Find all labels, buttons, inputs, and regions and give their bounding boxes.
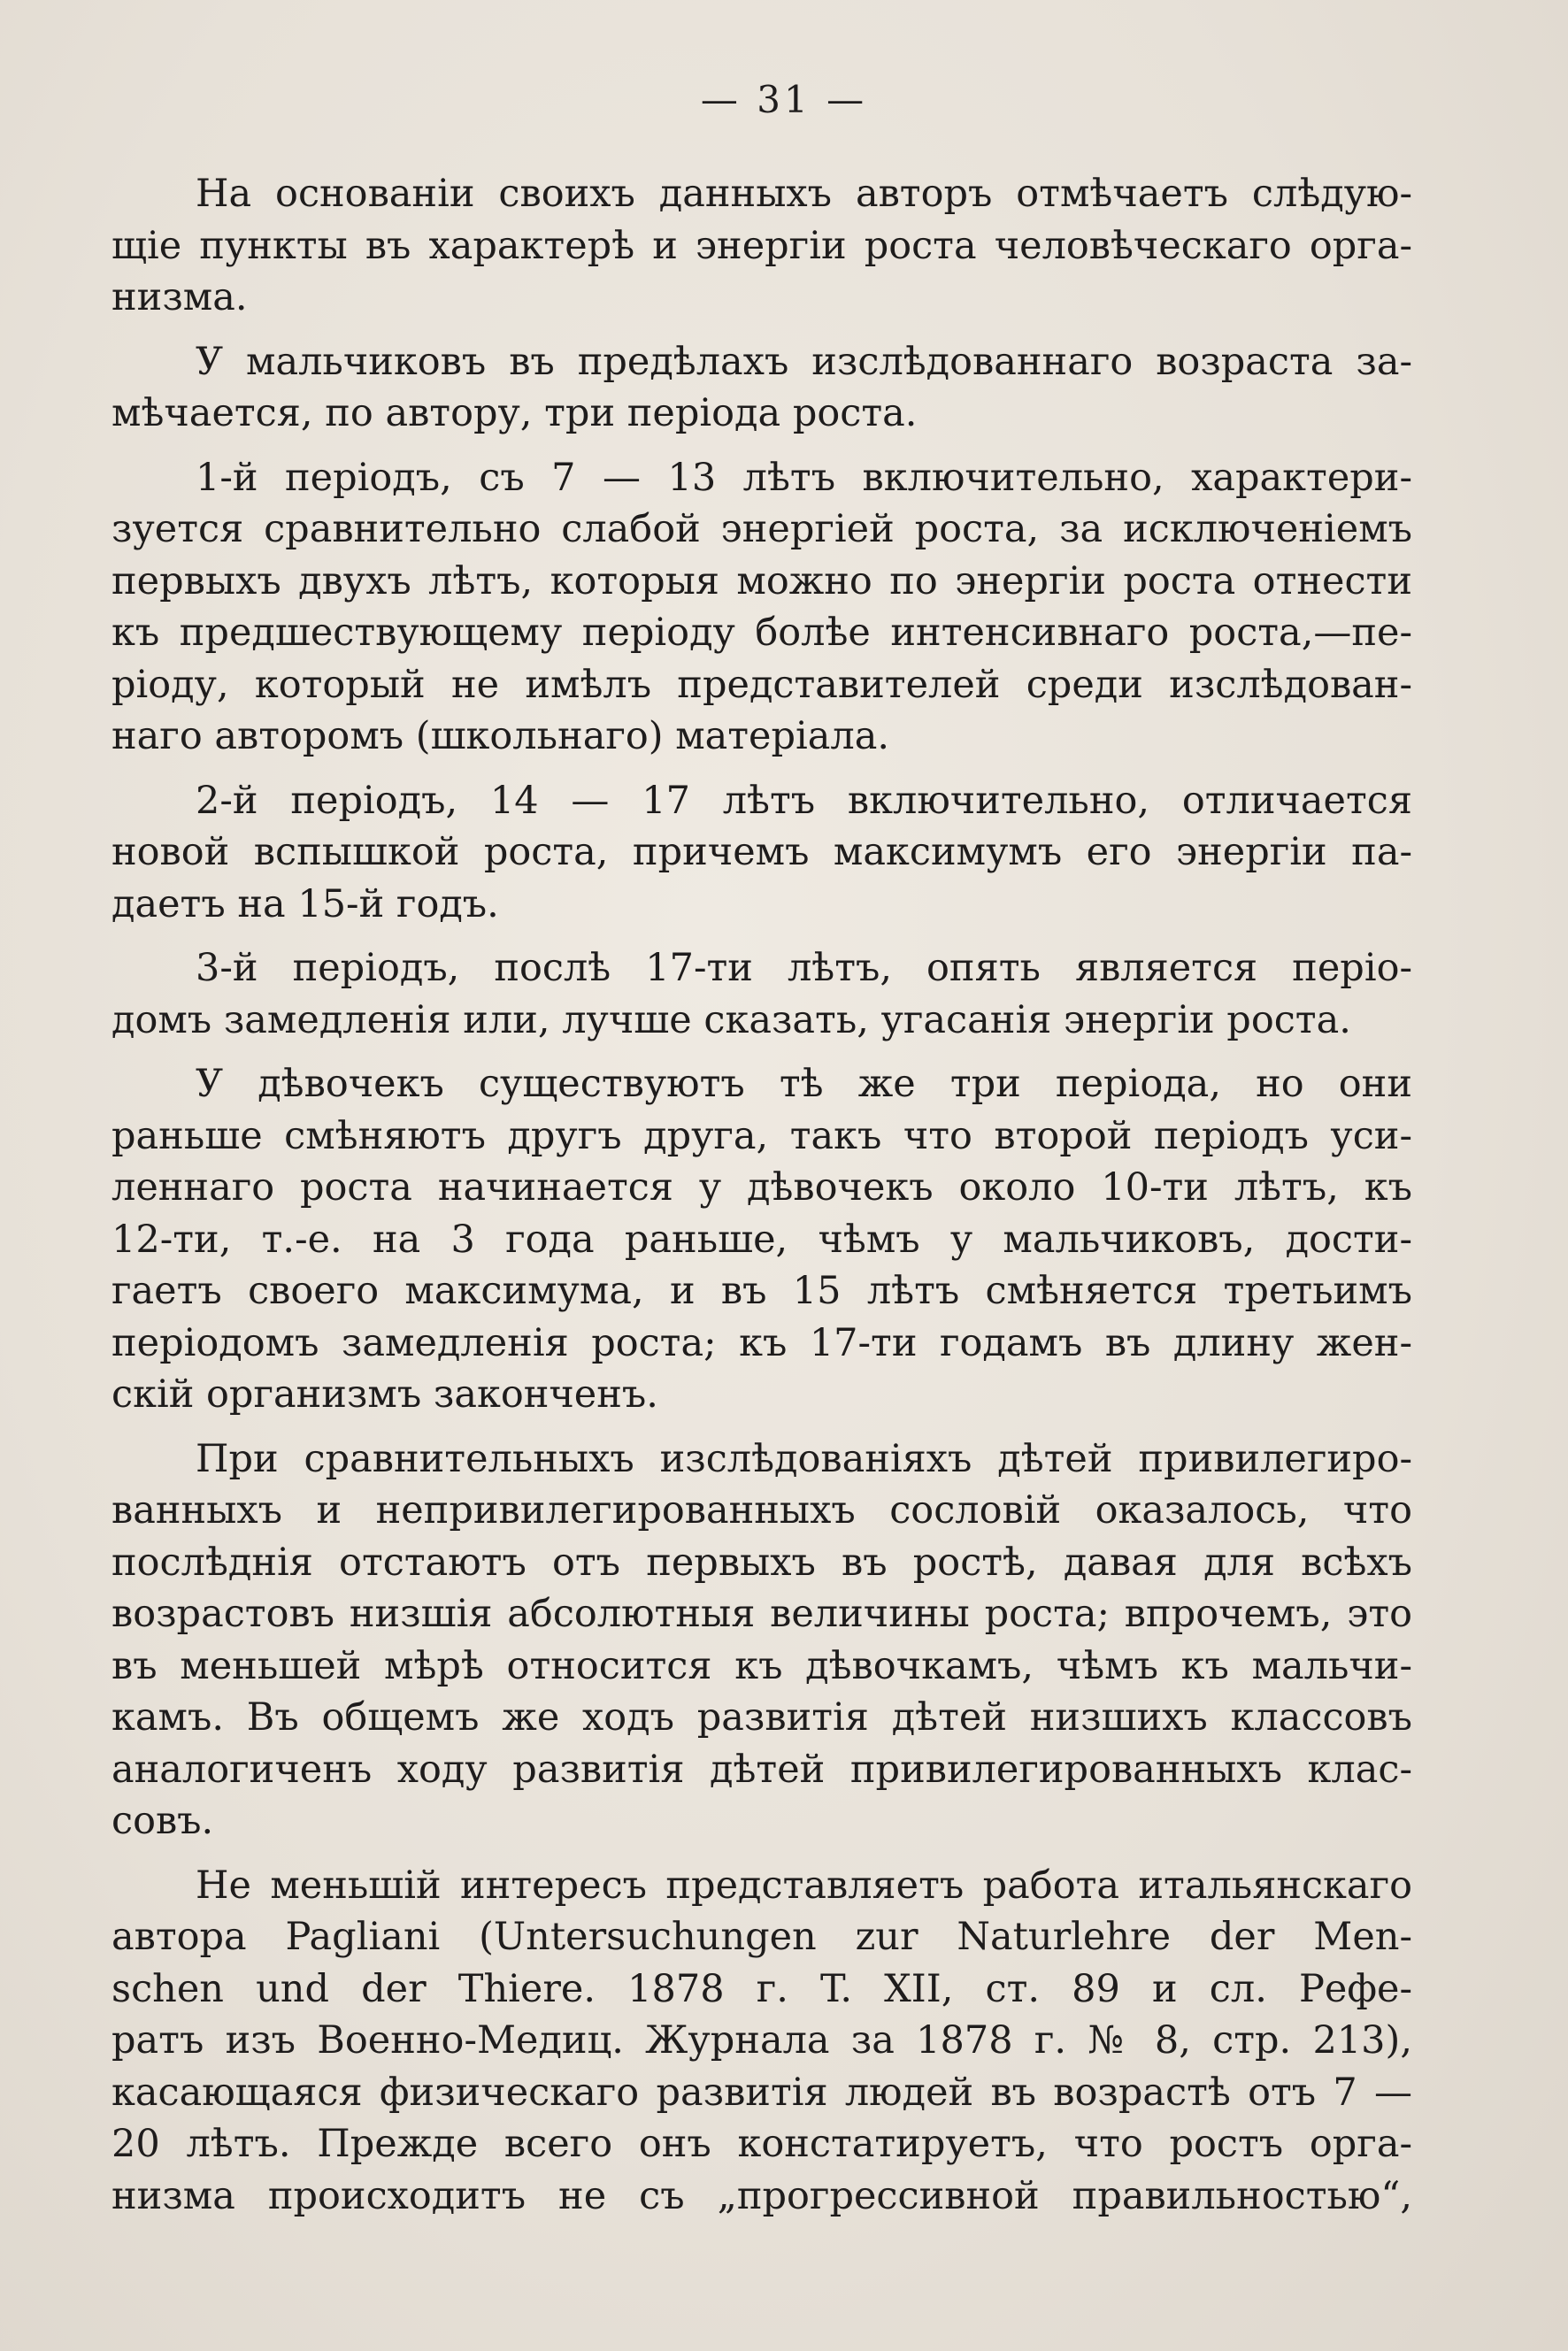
text-line: автора Pagliani (Untersuchungen zur Naturlehre der Men- <box>111 1915 1412 1959</box>
text-line: низма происходитъ не съ „прогрессивной правильностью“, <box>111 2173 1412 2218</box>
paragraph-spacer <box>111 440 1412 452</box>
paragraph <box>111 1433 1412 1848</box>
text-line: ріоду, который не имѣлъ представителей среди изслѣдован- <box>111 662 1412 707</box>
text-line: На основаніи своихъ данныхъ авторъ отмѣчаетъ слѣдую- <box>196 172 1412 216</box>
text-line: 20 лѣтъ. Прежде всего онъ констатируетъ, что ростъ орга- <box>111 2122 1412 2166</box>
text-line: въ меньшей мѣрѣ относится къ дѣвочкамъ, чѣмъ къ мальчи- <box>111 1643 1412 1688</box>
text-line: даетъ на 15-й годъ. <box>111 881 499 926</box>
text-line: ратъ изъ Военно-Медиц. Журнала за 1878 г. № 8, стр. 213), <box>111 2018 1412 2063</box>
text-line: гаетъ своего максимума, и въ 15 лѣтъ смѣняется третьимъ <box>111 1269 1412 1313</box>
text-line: наго авторомъ (школьнаго) матеріала. <box>111 714 890 758</box>
text-line: новой вспышкой роста, причемъ максимумъ его энергіи па- <box>111 830 1412 874</box>
text-line: При сравнительныхъ изслѣдованіяхъ дѣтей привилегиро- <box>196 1436 1412 1481</box>
text-line: леннаго роста начинается у дѣвочекъ около 10-ти лѣтъ, къ <box>111 1165 1412 1210</box>
body-text <box>111 168 1412 2222</box>
text-line: ванныхъ и непривилегированныхъ сословій оказалось, что <box>111 1488 1412 1533</box>
text-line: У дѣвочекъ существуютъ тѣ же три періода, но они <box>196 1062 1412 1106</box>
text-line: камъ. Въ общемъ же ходъ развитія дѣтей низшихъ классовъ <box>111 1695 1412 1740</box>
text-line: касающаяся физическаго развитія людей въ возрастѣ отъ 7 — <box>111 2070 1412 2115</box>
paragraph-spacer <box>111 763 1412 775</box>
text-line: У мальчиковъ въ предѣлахъ изслѣдованнаго возраста за- <box>196 339 1412 384</box>
paragraph-spacer <box>111 1848 1412 1860</box>
text-line: аналогиченъ ходу развитія дѣтей привилегированныхъ клас- <box>111 1747 1412 1792</box>
text-line: 3-й періодъ, послѣ 17-ти лѣтъ, опять является періо- <box>196 946 1412 990</box>
text-line: періодомъ замедленія роста; къ 17-ти годамъ въ длину жен- <box>111 1320 1412 1365</box>
text-line: низма. <box>111 275 248 319</box>
text-line: возрастовъ низшія абсолютныя величины роста; впрочемъ, это <box>111 1592 1412 1636</box>
text-line: 12-ти, т.-е. на 3 года раньше, чѣмъ у мальчиковъ, дости- <box>111 1217 1412 1262</box>
paragraph <box>111 1058 1412 1421</box>
paragraph <box>111 168 1412 324</box>
paragraph-spacer <box>111 1046 1412 1058</box>
text-line: послѣднія отстаютъ отъ первыхъ въ ростѣ, давая для всѣхъ <box>111 1540 1412 1585</box>
paragraph <box>111 1860 1412 2223</box>
text-line: 1-й періодъ, съ 7 — 13 лѣтъ включительно, характери- <box>196 455 1412 500</box>
text-line: зуется сравнительно слабой энергіей роста, за исключеніемъ <box>111 507 1412 551</box>
text-line: Не меньшій интересъ представляетъ работа итальянскаго <box>196 1863 1412 1908</box>
text-line: раньше смѣняютъ другъ друга, такъ что второй періодъ уси- <box>111 1113 1412 1158</box>
text-line: первыхъ двухъ лѣтъ, которыя можно по энергіи роста отнести <box>111 558 1412 603</box>
text-line: скій организмъ законченъ. <box>111 1372 658 1417</box>
paragraph-spacer <box>111 324 1412 336</box>
paragraph-spacer <box>111 1421 1412 1433</box>
page-number: — 31 — <box>700 78 868 121</box>
text-line: совъ. <box>111 1799 214 1843</box>
text-line: мѣчается, по автору, три періода роста. <box>111 391 918 435</box>
paragraph-spacer <box>111 930 1412 942</box>
text-line: домъ замедленія или, лучше сказать, угасанія энергіи роста. <box>111 997 1351 1042</box>
paragraph <box>111 775 1412 931</box>
paragraph <box>111 336 1412 440</box>
paragraph <box>111 942 1412 1046</box>
text-line: къ предшествующему періоду болѣе интенсивнаго роста,—пе- <box>111 611 1412 655</box>
paragraph <box>111 452 1412 763</box>
text-line: щіе пункты въ характерѣ и энергіи роста человѣческаго орга- <box>111 223 1412 268</box>
text-line: schen und der Thiere. 1878 г. T. XII, ст. 89 и сл. Рефе- <box>111 1966 1412 2011</box>
text-line: 2-й періодъ, 14 — 17 лѣтъ включительно, отличается <box>196 778 1412 823</box>
